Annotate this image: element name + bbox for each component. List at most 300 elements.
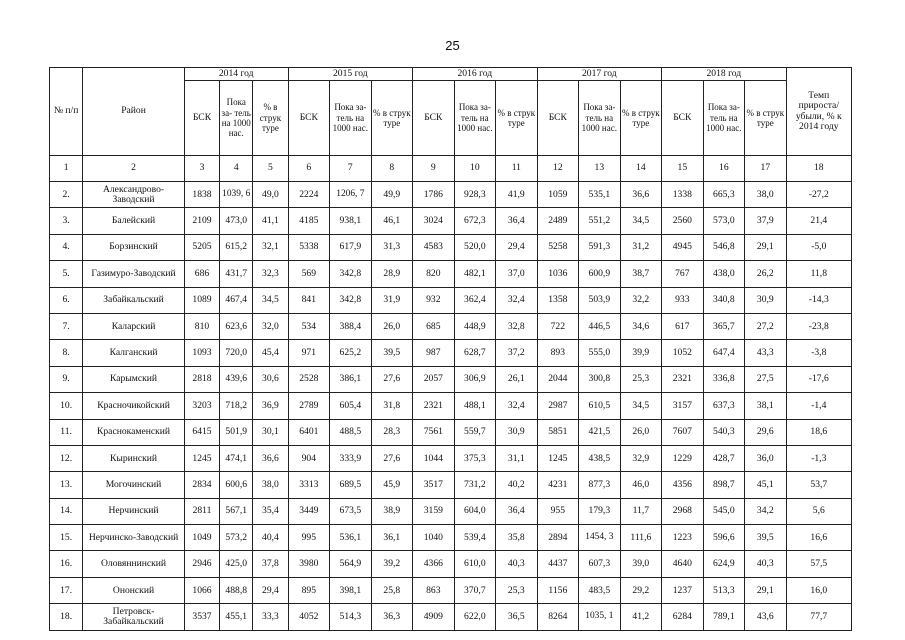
data-cell: 21,4 <box>786 208 851 234</box>
data-cell: 36,6 <box>620 182 662 208</box>
table-row <box>50 182 852 208</box>
data-cell: 370,7 <box>454 577 496 603</box>
row-number: 3. <box>50 208 83 234</box>
table-row <box>50 577 852 603</box>
data-cell: 439,6 <box>220 366 253 392</box>
district-name: Петровск-Забайкальский <box>83 604 185 630</box>
header-growth: Темп прироста/ убыли, % к 2014 году <box>786 68 851 156</box>
column-number: 11 <box>496 156 538 182</box>
data-cell: 34,5 <box>253 287 288 313</box>
data-cell: 3024 <box>413 208 455 234</box>
data-cell: 16,6 <box>786 525 851 551</box>
data-cell: 877,3 <box>579 472 621 498</box>
data-cell: 26,0 <box>620 419 662 445</box>
data-cell: 43,6 <box>745 604 787 630</box>
data-cell: 455,1 <box>220 604 253 630</box>
data-cell: 604,0 <box>454 498 496 524</box>
district-name: Карымский <box>83 366 185 392</box>
data-cell: -1,3 <box>786 445 851 471</box>
data-cell: 573,0 <box>703 208 745 234</box>
district-name: Газимуро-Заводский <box>83 261 185 287</box>
data-cell: 625,2 <box>330 340 372 366</box>
row-number: 9. <box>50 366 83 392</box>
data-cell: -3,8 <box>786 340 851 366</box>
data-cell: 39,2 <box>371 551 413 577</box>
row-number: 17. <box>50 577 83 603</box>
column-number: 1 <box>50 156 83 182</box>
data-cell: 933 <box>662 287 704 313</box>
district-name: Кыринский <box>83 445 185 471</box>
row-number: 7. <box>50 313 83 339</box>
district-name: Могочинский <box>83 472 185 498</box>
column-number: 13 <box>579 156 621 182</box>
data-cell: 421,5 <box>579 419 621 445</box>
data-cell: 1093 <box>184 340 219 366</box>
data-cell: 4185 <box>288 208 330 234</box>
data-cell: 605,4 <box>330 393 372 419</box>
subheader-cell: БСК <box>184 81 219 156</box>
data-cell: 388,4 <box>330 313 372 339</box>
subheader-cell: БСК <box>662 81 704 156</box>
data-cell: 25,8 <box>371 577 413 603</box>
data-cell: 4909 <box>413 604 455 630</box>
row-number: 8. <box>50 340 83 366</box>
data-cell: 600,9 <box>579 261 621 287</box>
column-number: 18 <box>786 156 851 182</box>
data-cell: 37,9 <box>745 208 787 234</box>
data-cell: 841 <box>288 287 330 313</box>
data-cell: 77,7 <box>786 604 851 630</box>
data-cell: 26,1 <box>496 366 538 392</box>
column-number: 10 <box>454 156 496 182</box>
data-cell: -14,3 <box>786 287 851 313</box>
data-cell: 513,3 <box>703 577 745 603</box>
table-row <box>50 604 852 630</box>
district-name: Каларский <box>83 313 185 339</box>
data-cell: 3517 <box>413 472 455 498</box>
data-cell: 4231 <box>537 472 579 498</box>
data-cell: 46,1 <box>371 208 413 234</box>
data-cell: 39,9 <box>620 340 662 366</box>
header-year: 2018 год <box>662 68 787 81</box>
data-cell: 591,3 <box>579 234 621 260</box>
data-cell: 25,3 <box>620 366 662 392</box>
data-cell: 893 <box>537 340 579 366</box>
data-cell: 336,8 <box>703 366 745 392</box>
data-cell: 520,0 <box>454 234 496 260</box>
data-cell: 1245 <box>184 445 219 471</box>
subheader-cell: % в струк туре <box>253 81 288 156</box>
data-cell: 2109 <box>184 208 219 234</box>
data-cell: 26,2 <box>745 261 787 287</box>
data-cell: 6415 <box>184 419 219 445</box>
data-cell: 971 <box>288 340 330 366</box>
data-cell: 32,2 <box>620 287 662 313</box>
data-cell: 29,2 <box>620 577 662 603</box>
data-cell: 29,1 <box>745 577 787 603</box>
data-cell: 2560 <box>662 208 704 234</box>
table-row <box>50 419 852 445</box>
data-cell: 38,9 <box>371 498 413 524</box>
data-cell: 938,1 <box>330 208 372 234</box>
data-cell: 546,8 <box>703 234 745 260</box>
data-cell: 5205 <box>184 234 219 260</box>
data-cell: 564,9 <box>330 551 372 577</box>
data-cell: 37,0 <box>496 261 538 287</box>
header-year: 2017 год <box>537 68 662 81</box>
data-cell: 1089 <box>184 287 219 313</box>
data-cell: 6284 <box>662 604 704 630</box>
data-cell: 342,8 <box>330 261 372 287</box>
subheader-cell: БСК <box>413 81 455 156</box>
data-cell: 1059 <box>537 182 579 208</box>
data-cell: 30,9 <box>745 287 787 313</box>
row-number: 13. <box>50 472 83 498</box>
data-cell: 11,7 <box>620 498 662 524</box>
table-body <box>50 182 852 631</box>
data-cell: 624,9 <box>703 551 745 577</box>
data-cell: 32,1 <box>253 234 288 260</box>
data-cell: 545,0 <box>703 498 745 524</box>
data-cell: 362,4 <box>454 287 496 313</box>
row-number: 11. <box>50 419 83 445</box>
data-cell: 398,1 <box>330 577 372 603</box>
column-number: 7 <box>330 156 372 182</box>
data-cell: 39,5 <box>371 340 413 366</box>
data-cell: 3203 <box>184 393 219 419</box>
district-name: Калганский <box>83 340 185 366</box>
data-cell: 628,7 <box>454 340 496 366</box>
district-name: Забайкальский <box>83 287 185 313</box>
data-cell: 1035, 1 <box>579 604 621 630</box>
data-cell: 987 <box>413 340 455 366</box>
data-cell: 1044 <box>413 445 455 471</box>
data-cell: 36,0 <box>745 445 787 471</box>
data-cell: 540,3 <box>703 419 745 445</box>
data-cell: 488,1 <box>454 393 496 419</box>
data-cell: 1237 <box>662 577 704 603</box>
data-cell: 1454, 3 <box>579 525 621 551</box>
data-cell: 2818 <box>184 366 219 392</box>
data-cell: 179,3 <box>579 498 621 524</box>
data-cell: 2489 <box>537 208 579 234</box>
data-cell: 2321 <box>413 393 455 419</box>
data-cell: 4583 <box>413 234 455 260</box>
district-name: Оловяннинский <box>83 551 185 577</box>
data-cell: 607,3 <box>579 551 621 577</box>
data-cell: 2528 <box>288 366 330 392</box>
data-cell: 37,8 <box>253 551 288 577</box>
table-row <box>50 525 852 551</box>
data-cell: 431,7 <box>220 261 253 287</box>
data-cell: 49,0 <box>253 182 288 208</box>
header-year: 2014 год <box>184 68 288 81</box>
row-number: 6. <box>50 287 83 313</box>
data-cell: 731,2 <box>454 472 496 498</box>
data-cell: 38,1 <box>745 393 787 419</box>
data-cell: 503,9 <box>579 287 621 313</box>
data-cell: -5,0 <box>786 234 851 260</box>
column-number: 3 <box>184 156 219 182</box>
data-cell: 36,9 <box>253 393 288 419</box>
column-number: 8 <box>371 156 413 182</box>
data-cell: 34,5 <box>620 208 662 234</box>
data-cell: 904 <box>288 445 330 471</box>
data-cell: 39,0 <box>620 551 662 577</box>
data-cell: 28,9 <box>371 261 413 287</box>
data-cell: 40,2 <box>496 472 538 498</box>
data-cell: 16,0 <box>786 577 851 603</box>
data-cell: 1039, 6 <box>220 182 253 208</box>
data-cell: 438,5 <box>579 445 621 471</box>
subheader-cell: % в струк туре <box>496 81 538 156</box>
data-cell: 483,5 <box>579 577 621 603</box>
row-number: 2. <box>50 182 83 208</box>
data-cell: 27,2 <box>745 313 787 339</box>
data-cell: 36,5 <box>496 604 538 630</box>
data-cell: 3159 <box>413 498 455 524</box>
data-cell: 38,7 <box>620 261 662 287</box>
data-cell: 995 <box>288 525 330 551</box>
data-cell: 4052 <box>288 604 330 630</box>
data-cell: -27,2 <box>786 182 851 208</box>
data-cell: 28,3 <box>371 419 413 445</box>
data-cell: 672,3 <box>454 208 496 234</box>
data-cell: 5851 <box>537 419 579 445</box>
subheader-cell: Пока за- тель на 1000 нас. <box>220 81 253 156</box>
data-cell: 810 <box>184 313 219 339</box>
data-cell: 53,7 <box>786 472 851 498</box>
data-cell: 898,7 <box>703 472 745 498</box>
data-cell: 36,3 <box>371 604 413 630</box>
data-cell: 569 <box>288 261 330 287</box>
data-cell: 5,6 <box>786 498 851 524</box>
data-cell: 7607 <box>662 419 704 445</box>
data-cell: 539,4 <box>454 525 496 551</box>
table-row <box>50 445 852 471</box>
data-cell: 488,5 <box>330 419 372 445</box>
data-cell: 40,3 <box>745 551 787 577</box>
data-cell: 25,3 <box>496 577 538 603</box>
data-cell: 29,4 <box>496 234 538 260</box>
data-cell: 647,4 <box>703 340 745 366</box>
data-cell: 1338 <box>662 182 704 208</box>
data-cell: 26,0 <box>371 313 413 339</box>
district-name: Нерчинско-Заводский <box>83 525 185 551</box>
data-cell: 40,3 <box>496 551 538 577</box>
data-cell: 36,1 <box>371 525 413 551</box>
data-cell: 2789 <box>288 393 330 419</box>
row-number: 18. <box>50 604 83 630</box>
page-number: 25 <box>445 38 460 53</box>
district-name: Борзинский <box>83 234 185 260</box>
data-cell: 596,6 <box>703 525 745 551</box>
data-cell: 11,8 <box>786 261 851 287</box>
column-number: 16 <box>703 156 745 182</box>
data-cell: 573,2 <box>220 525 253 551</box>
subheader-cell: % в струк туре <box>371 81 413 156</box>
data-cell: 30,1 <box>253 419 288 445</box>
data-cell: 2811 <box>184 498 219 524</box>
data-cell: 514,3 <box>330 604 372 630</box>
data-cell: 49,9 <box>371 182 413 208</box>
data-cell: 1206, 7 <box>330 182 372 208</box>
data-cell: 1838 <box>184 182 219 208</box>
column-number: 5 <box>253 156 288 182</box>
data-cell: 38,0 <box>253 472 288 498</box>
data-cell: 2894 <box>537 525 579 551</box>
data-cell: 30,9 <box>496 419 538 445</box>
data-cell: 35,8 <box>496 525 538 551</box>
data-cell: 31,1 <box>496 445 538 471</box>
data-cell: 2946 <box>184 551 219 577</box>
data-cell: 1223 <box>662 525 704 551</box>
data-cell: 610,0 <box>454 551 496 577</box>
header-number: № п/п <box>50 68 83 156</box>
column-number: 17 <box>745 156 787 182</box>
data-cell: 1052 <box>662 340 704 366</box>
data-cell: 3157 <box>662 393 704 419</box>
data-cell: 2968 <box>662 498 704 524</box>
data-cell: 4945 <box>662 234 704 260</box>
data-cell: 43,3 <box>745 340 787 366</box>
data-cell: 46,0 <box>620 472 662 498</box>
data-cell: 41,2 <box>620 604 662 630</box>
data-cell: 535,1 <box>579 182 621 208</box>
data-cell: 35,4 <box>253 498 288 524</box>
data-cell: 686 <box>184 261 219 287</box>
data-cell: 559,7 <box>454 419 496 445</box>
data-cell: 501,9 <box>220 419 253 445</box>
data-cell: 31,9 <box>371 287 413 313</box>
data-cell: 637,3 <box>703 393 745 419</box>
data-cell: 1040 <box>413 525 455 551</box>
data-cell: 111,6 <box>620 525 662 551</box>
data-cell: 3313 <box>288 472 330 498</box>
data-cell: 32,9 <box>620 445 662 471</box>
column-number: 12 <box>537 156 579 182</box>
subheader-cell: Пока за- тель на 1000 нас. <box>330 81 372 156</box>
data-cell: 551,2 <box>579 208 621 234</box>
data-cell: 29,4 <box>253 577 288 603</box>
data-cell: 622,0 <box>454 604 496 630</box>
column-number: 4 <box>220 156 253 182</box>
column-number: 2 <box>83 156 185 182</box>
data-cell: 534 <box>288 313 330 339</box>
column-number: 15 <box>662 156 704 182</box>
data-cell: 30,6 <box>253 366 288 392</box>
data-cell: 3537 <box>184 604 219 630</box>
district-name: Красночикойский <box>83 393 185 419</box>
data-cell: 863 <box>413 577 455 603</box>
row-number: 15. <box>50 525 83 551</box>
subheader-cell: % в струк туре <box>745 81 787 156</box>
subheader-cell: БСК <box>288 81 330 156</box>
data-cell: 1036 <box>537 261 579 287</box>
data-cell: 340,8 <box>703 287 745 313</box>
data-cell: 482,1 <box>454 261 496 287</box>
data-cell: 36,4 <box>496 208 538 234</box>
data-cell: 386,1 <box>330 366 372 392</box>
data-cell: 473,0 <box>220 208 253 234</box>
subheader-cell: Пока за- тель на 1000 нас. <box>579 81 621 156</box>
statistics-table <box>49 67 852 631</box>
data-cell: 448,9 <box>454 313 496 339</box>
data-cell: 5338 <box>288 234 330 260</box>
data-cell: 673,5 <box>330 498 372 524</box>
data-cell: 928,3 <box>454 182 496 208</box>
data-cell: 428,7 <box>703 445 745 471</box>
data-cell: 31,2 <box>620 234 662 260</box>
data-cell: 2224 <box>288 182 330 208</box>
data-cell: 555,0 <box>579 340 621 366</box>
data-cell: 18,6 <box>786 419 851 445</box>
district-name: Балейский <box>83 208 185 234</box>
data-cell: 438,0 <box>703 261 745 287</box>
data-cell: -17,6 <box>786 366 851 392</box>
data-cell: 615,2 <box>220 234 253 260</box>
data-cell: 689,5 <box>330 472 372 498</box>
data-cell: 36,6 <box>253 445 288 471</box>
table-row <box>50 208 852 234</box>
row-number: 14. <box>50 498 83 524</box>
data-cell: 718,2 <box>220 393 253 419</box>
data-cell: 955 <box>537 498 579 524</box>
data-cell: 1049 <box>184 525 219 551</box>
data-cell: 536,1 <box>330 525 372 551</box>
data-cell: 300,8 <box>579 366 621 392</box>
data-cell: 617,9 <box>330 234 372 260</box>
data-cell: 38,0 <box>745 182 787 208</box>
data-cell: 3449 <box>288 498 330 524</box>
data-cell: 722 <box>537 313 579 339</box>
data-cell: 932 <box>413 287 455 313</box>
data-cell: 29,1 <box>745 234 787 260</box>
data-cell: 306,9 <box>454 366 496 392</box>
header-year: 2016 год <box>413 68 538 81</box>
header-year: 2015 год <box>288 68 413 81</box>
data-cell: 7561 <box>413 419 455 445</box>
data-cell: 45,4 <box>253 340 288 366</box>
data-cell: 32,0 <box>253 313 288 339</box>
row-number: 10. <box>50 393 83 419</box>
table-row <box>50 287 852 313</box>
row-number: 12. <box>50 445 83 471</box>
subheader-cell: БСК <box>537 81 579 156</box>
header-district: Район <box>83 68 185 156</box>
data-cell: 34,5 <box>620 393 662 419</box>
data-cell: 623,6 <box>220 313 253 339</box>
column-number: 14 <box>620 156 662 182</box>
data-cell: 34,6 <box>620 313 662 339</box>
data-cell: 32,4 <box>496 393 538 419</box>
data-cell: 1786 <box>413 182 455 208</box>
data-cell: 1229 <box>662 445 704 471</box>
data-cell: 57,5 <box>786 551 851 577</box>
data-cell: 27,5 <box>745 366 787 392</box>
data-cell: 31,3 <box>371 234 413 260</box>
data-cell: 32,3 <box>253 261 288 287</box>
table-row <box>50 498 852 524</box>
table-row <box>50 234 852 260</box>
data-cell: 789,1 <box>703 604 745 630</box>
data-cell: 333,9 <box>330 445 372 471</box>
row-number: 5. <box>50 261 83 287</box>
column-number: 6 <box>288 156 330 182</box>
table-row <box>50 340 852 366</box>
table-row <box>50 313 852 339</box>
data-cell: 1245 <box>537 445 579 471</box>
